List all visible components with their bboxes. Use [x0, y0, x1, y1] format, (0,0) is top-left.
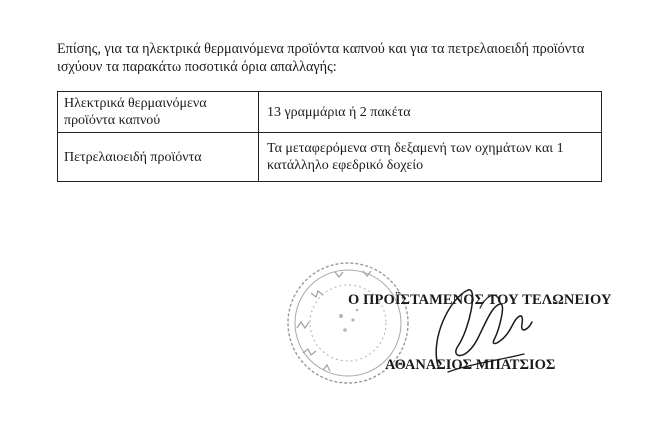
product-cell: Πετρελαιοειδή προϊόντα	[58, 133, 259, 182]
table-row	[58, 92, 602, 133]
product-cell: Ηλεκτρικά θερμαινόμενα προϊόντα καπνού	[58, 92, 259, 133]
table-row	[58, 133, 602, 182]
limit-cell: 13 γραμμάρια ή 2 πακέτα	[259, 92, 602, 133]
signatory-name: ΑΘΑΝΑΣΙΟΣ ΜΠΑΤΣΙΟΣ	[385, 357, 556, 373]
office-title: Ο ΠΡΟΪΣΤΑΜΕΝΟΣ ΤΟΥ ΤΕΛΩΝΕΙΟΥ	[348, 292, 612, 308]
limit-cell: Τα μεταφερόμενα στη δεξαμενή των οχημάτων και 1 κατάλληλο εφεδρικό δοχείο	[259, 133, 602, 182]
intro-paragraph: Επίσης, για τα ηλεκτρικά θερμαινόμενα προϊόντα καπνού και για τα πετρελαιοειδή προϊόντα ισχύουν τα παρακάτω ποσοτικά όρια απαλλαγής:	[57, 41, 585, 75]
exemption-limits-table	[57, 91, 602, 182]
